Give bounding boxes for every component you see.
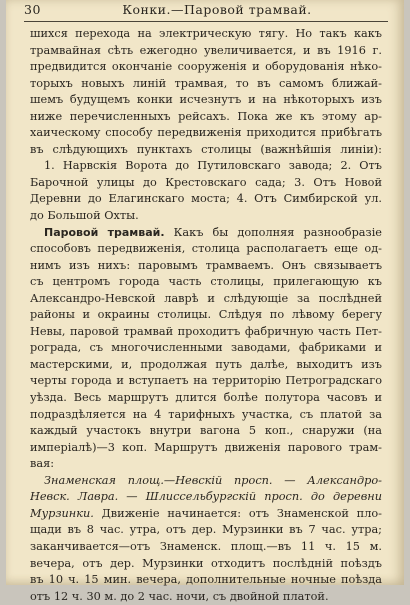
text-run: уѣзда. Весь маршрутъ длится болѣе полутора часовъ и [30,391,382,405]
text-run: ниже перечисленныхъ рейсахъ. Пока же къ этому ар- [30,109,382,123]
text-run: Александро-Невской лаврѣ и слѣдующіе за послѣдней [30,291,382,305]
text-run: шемъ будущемъ конки исчезнутъ и на нѣкоторыхъ изъ [30,93,382,107]
text-line [30,423,382,440]
text-line [30,59,382,76]
text-line [30,506,382,523]
text-line [30,407,382,424]
book-page [6,0,404,603]
text-run: хаическому способу передвиженія приходится прибѣгать [30,126,382,140]
text-run: черты города и вступаетъ на территорію Петроградскаго [30,374,382,388]
route-text: Невск. Лавра. — Шлиссельбургскій просп. до деревни [30,490,382,504]
text-run: отъ 12 ч. 30 м. до 2 час. ночи, съ двойной платой. [30,589,329,603]
text-line [30,556,382,573]
text-run: шихся перехода на электрическую тягу. Но такъ какъ [30,27,382,40]
running-head: Конки.—Паровой трамвай. [122,2,312,17]
text-line [30,26,382,43]
header-rule [24,21,388,22]
text-line [30,291,382,308]
text-run: районы и окраины столицы. Слѣдуя по лѣвому берегу [30,308,382,322]
section-heading: Паровой трамвай. [44,225,165,239]
text-run: въ 10 ч. 15 мин. вечера, дополнительные ночные поѣзда [30,573,382,587]
text-line [30,440,382,457]
text-run: Барочной улицы до Крестовскаго сада; 3. Отъ Новой [30,175,382,189]
body-text [30,26,382,605]
route-text: Мурзинки. [30,506,94,520]
text-run: 1. Нарвскія Ворота до Путиловскаго завода; 2. Отъ [44,159,382,173]
text-run: Невы, паровой трамвай проходитъ фабричную часть Пет- [30,324,382,338]
text-line [30,522,382,539]
text-line [30,539,382,556]
text-line [30,125,382,142]
text-line [30,274,382,291]
text-run: мастерскими, и, продолжая путь далѣе, выходитъ изъ [30,357,382,371]
text-run: рограда, съ многочисленными заводами, фабриками и [30,341,382,355]
text-line [30,589,382,605]
text-run: Деревни до Елагинскаго моста; 4. Отъ Симбирской ул. [30,192,382,206]
text-line [30,456,382,473]
text-run: Движеніе начинается: отъ Знаменской пло- [93,506,382,520]
text-line [30,92,382,109]
page-header [24,2,390,20]
text-run: имперіалѣ)—3 коп. Маршрутъ движенія паровогo трам- [30,440,382,454]
text-run: способовъ передвиженія, столица располагаетъ еще од- [30,242,382,256]
text-run: вая: [30,457,55,471]
text-line [30,191,382,208]
text-line [30,175,382,192]
text-line [30,324,382,341]
text-line [30,572,382,589]
text-run: до Большой Охты. [30,209,139,223]
page-number: 30 [24,2,41,17]
text-run: трамвайная сѣть ежегодно увеличивается, и въ 1916 г. [30,43,382,57]
text-line [30,373,382,390]
text-run: предвидится окончаніе сооруженія и оборудованія нѣко- [30,60,382,74]
text-run: заканчивается—отъ Знаменск. площ.—въ 11 ч. 15 м. [30,539,382,553]
text-run: нимъ изъ нихъ: паровымъ трамваемъ. Онъ связываетъ [30,258,382,272]
text-line [30,109,382,126]
text-line [30,307,382,324]
text-line [30,142,382,159]
text-line [30,340,382,357]
text-line [30,390,382,407]
text-line [30,158,382,175]
text-run: съ центромъ города часть столицы, прилегающую къ [30,275,382,289]
text-line [30,208,382,225]
text-line [30,241,382,258]
text-run: въ слѣдующихъ пунктахъ столицы (важнѣйшія линіи): [30,142,382,156]
text-line [30,357,382,374]
text-line [30,43,382,60]
text-line [30,258,382,275]
text-run: Какъ бы дополняя разнообразіе [164,225,382,239]
route-text: Знаменская площ.—Невскій просп. — Александро- [44,473,382,487]
text-run: торыхъ новыхъ линій трамвая, то въ самомъ ближай- [30,76,382,90]
text-line [30,489,382,506]
text-run: щади въ 8 час. утра, отъ дер. Мурзинки въ 7 час. утра; [30,523,382,537]
text-run: каждый участокъ внутри вагона 5 коп., снаружи (на [30,424,382,438]
text-run: вечера, отъ дер. Мурзинки отходитъ послѣдній поѣздъ [30,556,382,570]
text-run: подраздѣляется на 4 тарифныхъ участка, съ платой за [30,407,382,421]
text-line [30,76,382,93]
text-line [30,473,382,490]
text-line [30,225,382,242]
